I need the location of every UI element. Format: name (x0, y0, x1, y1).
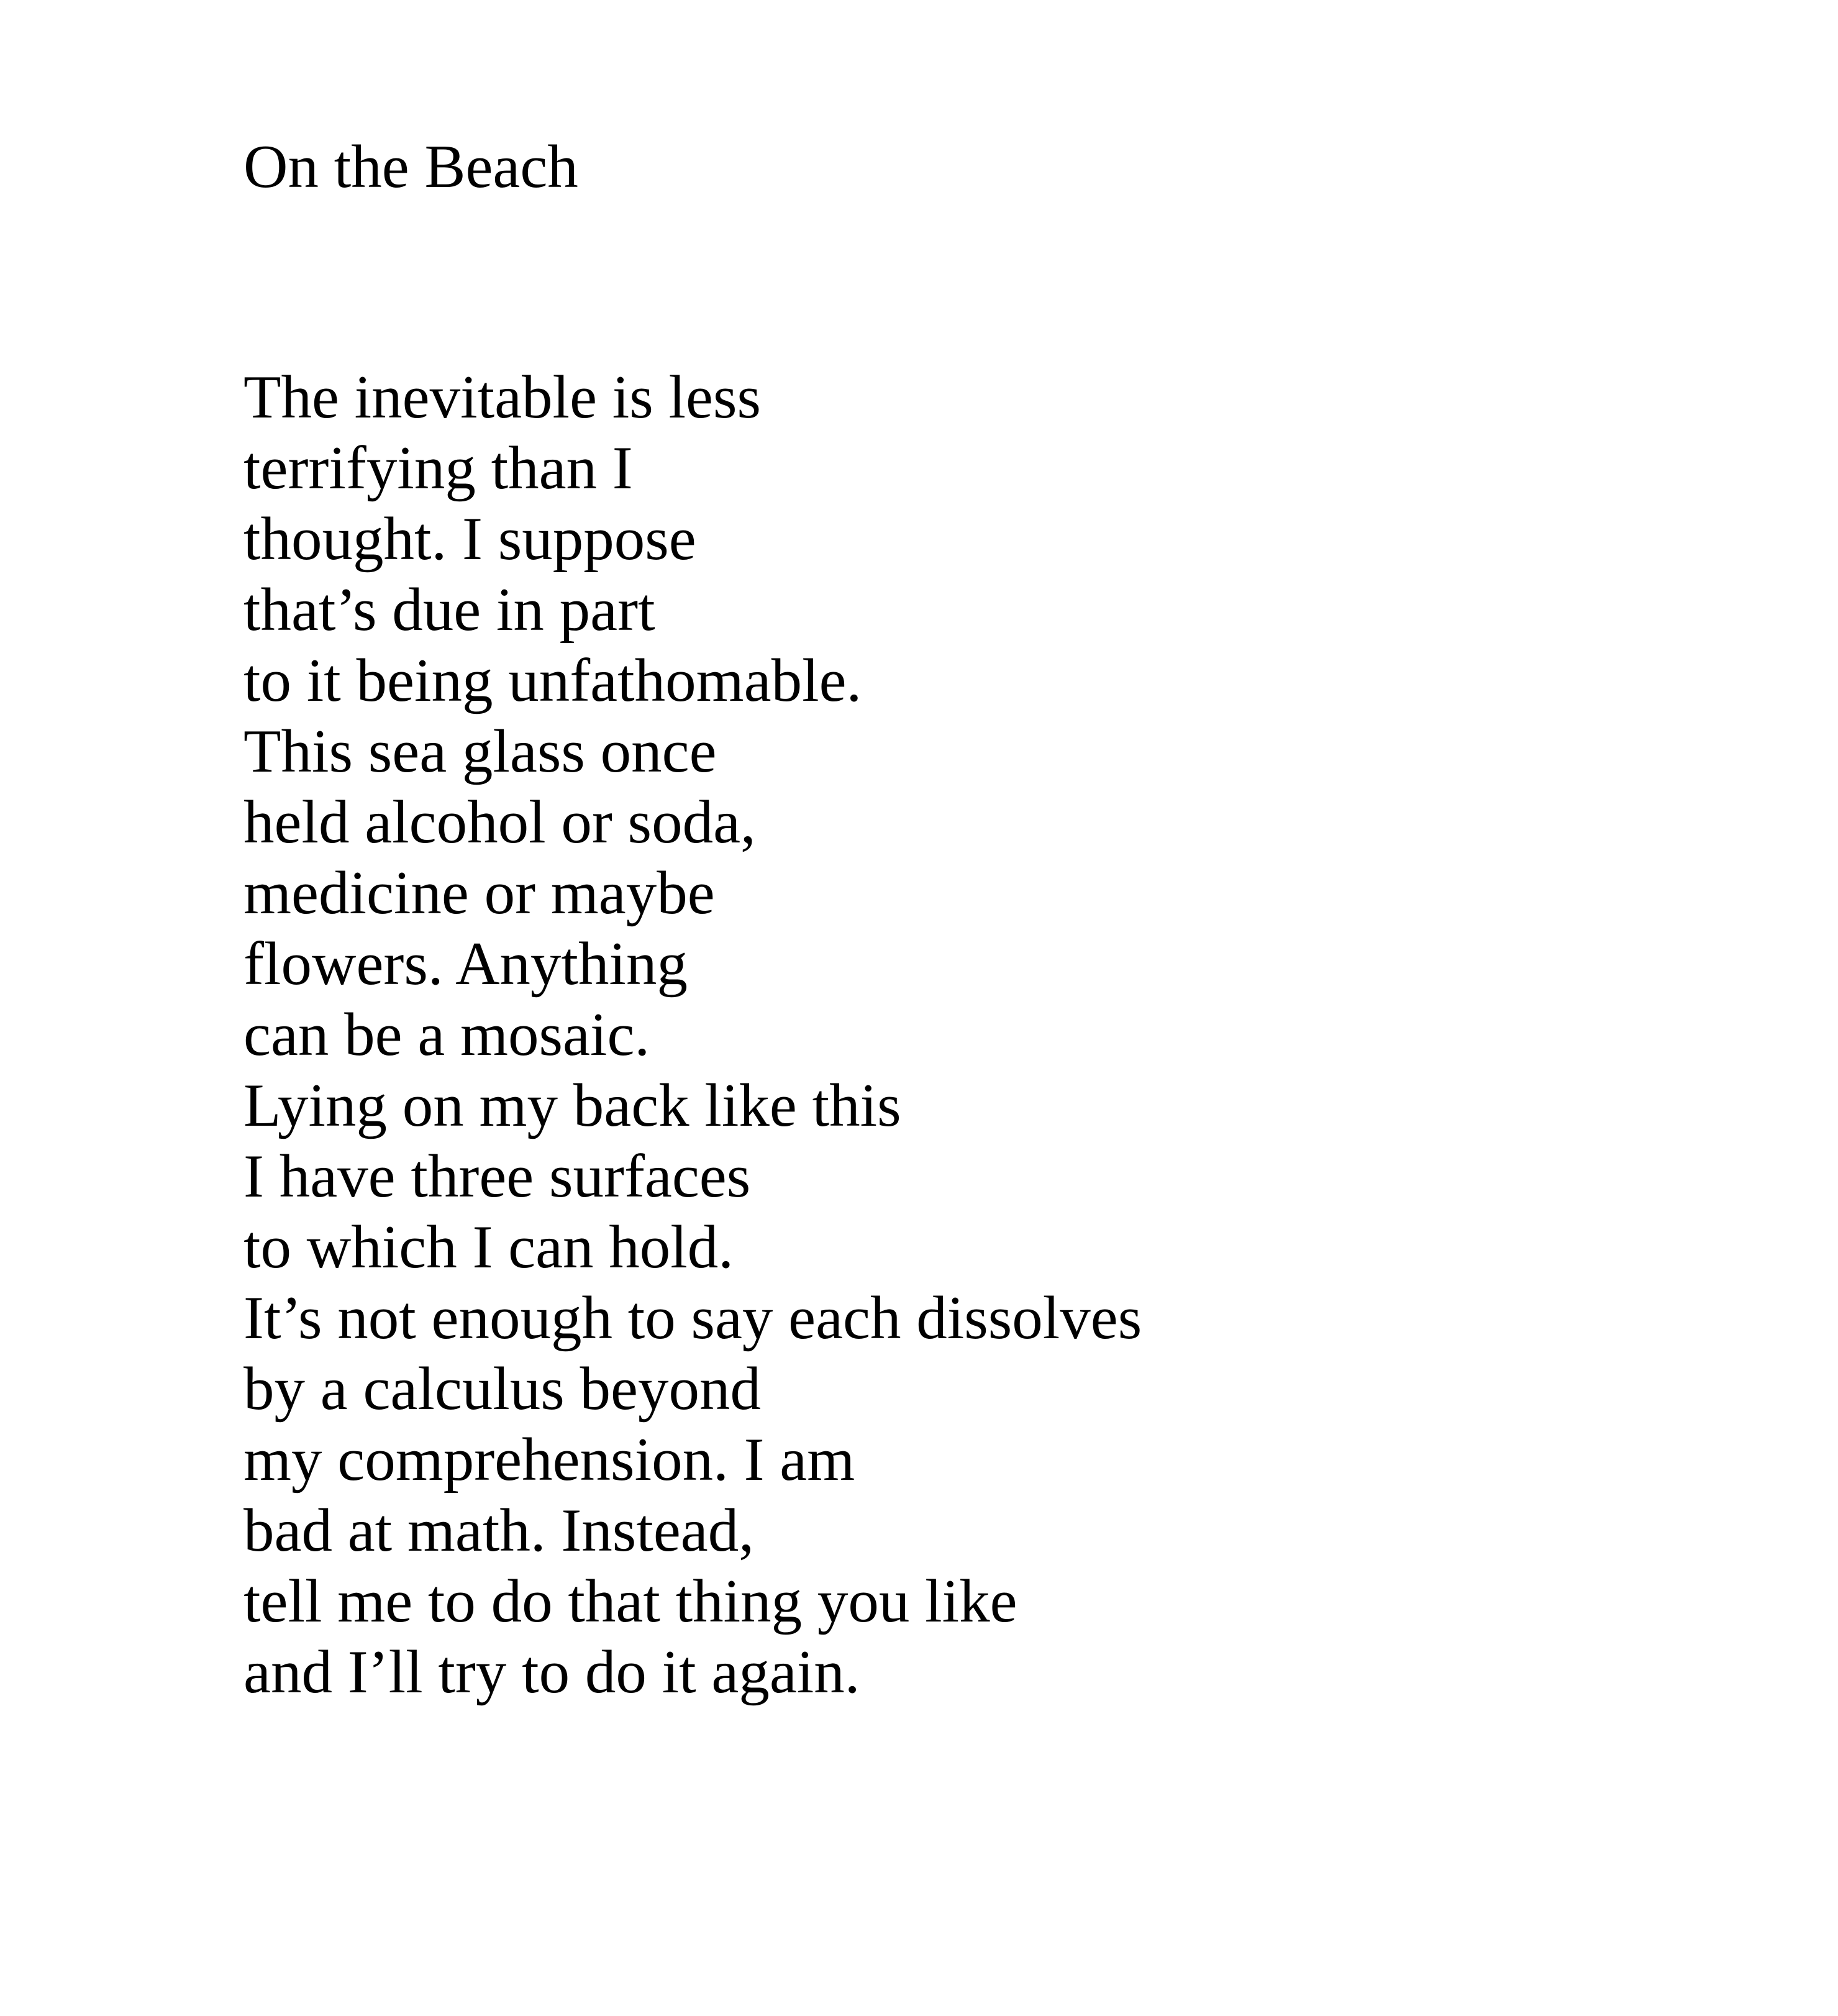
poem-line: thought. I suppose (243, 505, 696, 573)
poem-line: bad at math. Instead, (243, 1497, 754, 1564)
poem-line: This sea glass once (243, 718, 717, 785)
poem-line: I have three surfaces (243, 1143, 751, 1210)
poem-line: that’s due in part (243, 576, 655, 644)
poem-title: On the Beach (243, 133, 578, 201)
poem-line: can be a mosaic. (243, 1001, 650, 1069)
poem-line: to which I can hold. (243, 1213, 734, 1281)
poem-line: It’s not enough to say each dissolves (243, 1284, 1142, 1352)
poem-line: held alcohol or soda, (243, 788, 756, 856)
poem-line: terrifying than I (243, 434, 633, 502)
poem-line: Lying on my back like this (243, 1072, 901, 1139)
poem-line: and I’ll try to do it again. (243, 1638, 860, 1706)
poem-line: tell me to do that thing you like (243, 1567, 1017, 1635)
poem-line: flowers. Anything (243, 930, 688, 998)
poem-line: The inevitable is less (243, 363, 762, 431)
poem-line: to it being unfathomable. (243, 647, 862, 714)
poem-line: medicine or maybe (243, 859, 715, 927)
poem-line: by a calculus beyond (243, 1355, 761, 1423)
poem-line: my comprehension. I am (243, 1426, 855, 1494)
poem-body (243, 362, 1142, 1708)
